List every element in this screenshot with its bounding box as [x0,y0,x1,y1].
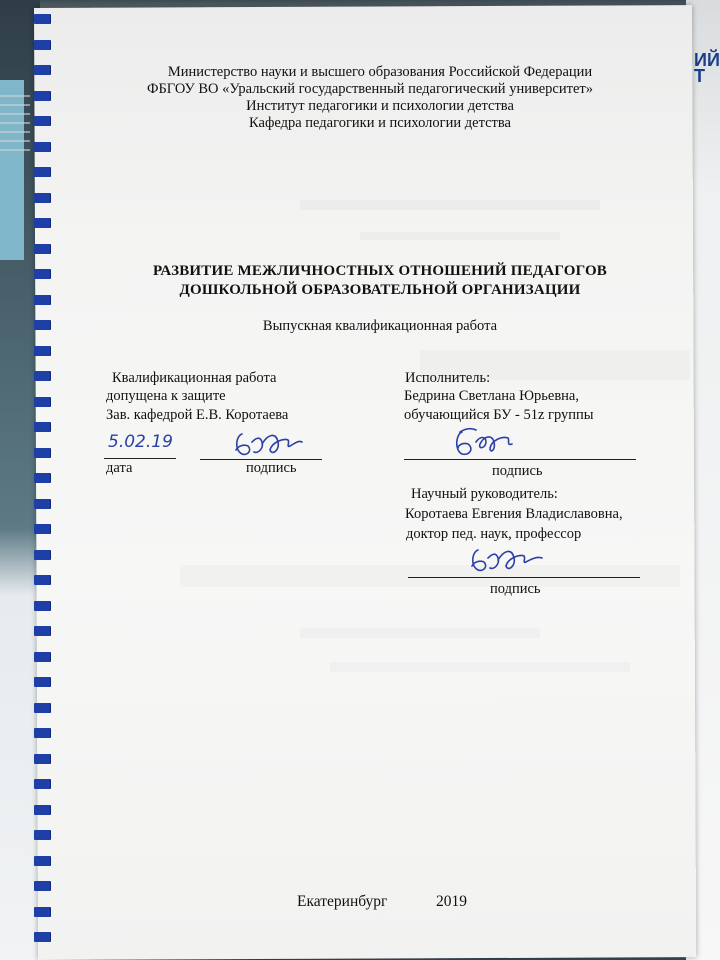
department-line: Кафедра педагогики и психологии детства [249,115,511,131]
binding-tooth [34,244,50,254]
binding-tooth [34,601,50,611]
binding-tooth [34,167,50,177]
binding-tooth [34,499,50,509]
executor-name: Бедрина Светлана Юрьевна, [404,388,579,404]
binding-tooth [34,320,50,330]
binding-tooth [34,856,50,866]
executor-sign-label: подпись [492,463,543,479]
bleed-through [300,200,600,210]
bleed-through [330,662,630,672]
binding-tooth [34,524,50,534]
approval-line-1: Квалификационная работа [112,370,277,386]
binding-tooth [34,397,50,407]
binding-tooth [34,218,50,228]
binding-tooth [34,626,50,636]
binding-tooth [34,652,50,662]
spiral-binding [34,0,50,960]
binding-tooth [34,422,50,432]
binding-tooth [34,677,50,687]
binding-tooth [34,193,50,203]
binding-tooth [34,881,50,891]
date-line [104,458,176,459]
supervisor-degree: доктор пед. наук, профессор [406,526,582,542]
thesis-title-line-1: РАЗВИТИЕ МЕЖЛИЧНОСТНЫХ ОТНОШЕНИЙ ПЕДАГОГОВ [152,263,608,279]
approval-line-3: Зав. кафедрой Е.В. Коротаева [106,407,289,423]
binding-tooth [34,116,50,126]
binding-tooth [34,907,50,917]
background-printed-lines [0,95,30,155]
supervisor-signature [462,540,552,580]
binding-tooth [34,728,50,738]
footer-year: 2019 [436,893,467,910]
binding-tooth [34,295,50,305]
binding-tooth [34,142,50,152]
footer-city: Екатеринбург [297,893,388,910]
binding-tooth [34,40,50,50]
executor-group: обучающийся БУ - 51z группы [404,407,594,423]
executor-signature [450,420,530,464]
executor-signature-line [404,459,636,460]
binding-tooth [34,269,50,279]
binding-tooth [34,830,50,840]
head-sign-label: подпись [246,460,297,476]
approval-date-handwritten: 5.02.19 [108,432,173,452]
binding-tooth [34,371,50,381]
binding-tooth [34,932,50,942]
head-signature [228,424,308,464]
executor-heading: Исполнитель: [405,370,491,386]
date-label: дата [106,460,133,476]
binding-tooth [34,805,50,815]
binding-tooth [34,65,50,75]
institute-line: Институт педагогики и психологии детства [246,98,514,114]
binding-tooth [34,346,50,356]
edge-text: ИЙ Т [694,50,720,86]
ministry-line: Министерство науки и высшего образования Российской Федерации [167,64,593,80]
bleed-through [180,565,680,587]
binding-tooth [34,779,50,789]
document-sheet [34,5,696,960]
supervisor-signature-line [408,577,640,578]
binding-tooth [34,14,50,24]
bleed-through [360,232,560,240]
binding-tooth [34,91,50,101]
bleed-through [300,628,540,638]
binding-tooth [34,575,50,585]
supervisor-sign-label: подпись [490,581,541,597]
thesis-title-line-2: ДОШКОЛЬНОЙ ОБРАЗОВАТЕЛЬНОЙ ОРГАНИЗАЦИИ [179,282,581,298]
binding-tooth [34,703,50,713]
approval-line-2: допущена к защите [106,388,226,404]
binding-tooth [34,448,50,458]
supervisor-heading: Научный руководитель: [411,486,558,502]
university-line: ФБГОУ ВО «Уральский государственный педагогический университет» [147,81,593,97]
binding-tooth [34,473,50,483]
supervisor-name: Коротаева Евгения Владиславовна, [405,506,623,522]
binding-tooth [34,550,50,560]
work-type: Выпускная квалификационная работа [262,318,498,334]
binding-tooth [34,754,50,764]
